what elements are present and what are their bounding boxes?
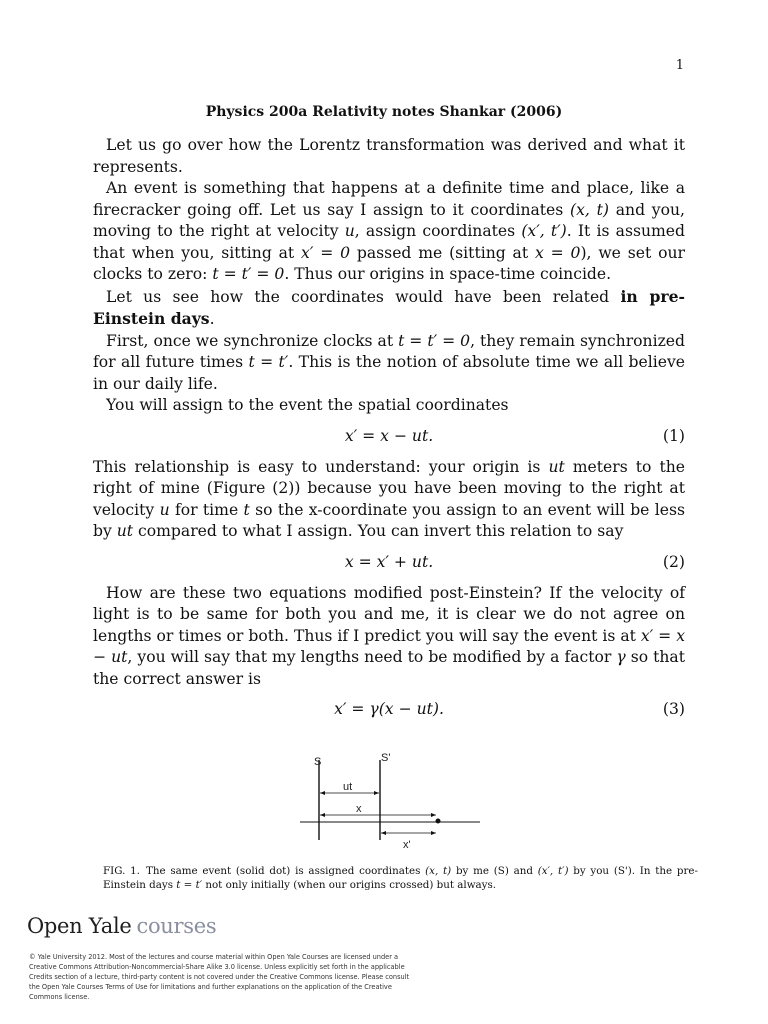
equation-3-number: (3) xyxy=(662,700,685,718)
paragraph-1: Let us go over how the Lorentz transformation was derived and what it represents. xyxy=(93,136,685,176)
equation-2-expression: x = x′ + ut. xyxy=(344,552,434,571)
page-number: 1 xyxy=(675,58,684,73)
frames-diagram xyxy=(290,748,490,856)
license-notice: © Yale University 2012. Most of the lectures and course material within Open Yale Courses are licensed under a Creative Commons Attribution-Noncommercial-Share Alike 3.0 license. Unless explicitly set forth in the applicable Credits section of a lecture, third-party content is not covered under the Creative Commons license. Please consult the Open Yale Courses Terms of Use for limitations and further explanations on the application of the Creative Commons license. xyxy=(29,953,410,1001)
x-prime-arrow-left-head xyxy=(381,831,386,835)
brand-sub: courses xyxy=(136,914,217,938)
paragraph-3: Let us see how the coordinates would have been related in pre-Einstein days. xyxy=(93,286,686,328)
x-arrow-right-head xyxy=(431,813,436,817)
figure-1 xyxy=(290,748,490,856)
x-arrow-left-head xyxy=(320,813,325,817)
label-s: S xyxy=(314,756,322,768)
ut-arrow-left-head xyxy=(320,791,325,795)
equation-3-expression: x′ = γ(x − ut). xyxy=(334,700,444,718)
equation-1-number: (1) xyxy=(662,426,685,445)
equation-2 xyxy=(93,552,685,572)
label-s-prime: S' xyxy=(381,752,391,764)
caption-tag: FIG. 1. xyxy=(103,865,140,877)
document-title: Physics 200a Relativity notes Shankar (2006) xyxy=(205,104,563,120)
event-dot xyxy=(436,819,441,824)
equation-2-number: (2) xyxy=(662,552,685,571)
x-prime-arrow-right-head xyxy=(431,831,436,835)
paragraph-7: How are these two equations modified post-Einstein? If the velocity of light is to be same for both you and me, it is clear we do not agree on lengths or times or both. Thus if I predict you will say the event is at x′ = x − ut, you will say that my lengths need to be modified by a factor γ so that the correct answer is xyxy=(93,583,686,688)
equation-1 xyxy=(93,426,685,446)
equation-1-expression: x′ = x − ut. xyxy=(344,426,434,445)
label-x: x xyxy=(356,803,362,815)
label-ut: ut xyxy=(343,781,353,793)
body-text xyxy=(93,135,685,730)
label-x-prime: x' xyxy=(403,839,411,851)
paragraph-6: This relationship is easy to understand: your origin is ut meters to the right of mine (Figure (2)) because you have been moving to the right at velocity u for time t so the x-coordinate you assign to an event will be less by ut compared to what I assign. You can invert this relation to say xyxy=(93,457,685,540)
paragraph-4: First, once we synchronize clocks at t = t′ = 0, they remain synchronized for all future times t = t′. This is the notion of absolute time we all believe in our daily life. xyxy=(93,331,685,393)
paragraph-2: An event is something that happens at a definite time and place, like a firecracker going off. Let us say I assign to it coordinates (x, t) and you, moving to the right at velocity u, assign coordinates (x′, t′). It is assumed that when you, sitting at x′ = 0 passed me (sitting at x = 0), we set our clocks to zero: t = t′ = 0. Thus our origins in space-time coincide. xyxy=(93,179,685,283)
equation-3 xyxy=(93,699,685,719)
ut-arrow-right-head xyxy=(374,791,379,795)
brand-main: Open Yale xyxy=(27,914,132,938)
paragraph-5: You will assign to the event the spatial coordinates xyxy=(106,396,509,414)
open-yale-courses-logo xyxy=(27,914,216,938)
figure-caption: FIG. 1. The same event (solid dot) is assigned coordinates (x, t) by me (S) and (x′, t′) by you (S'). In the pre-Einstein days t = t′ not only initially (when our origins crossed) but always. xyxy=(103,865,698,891)
